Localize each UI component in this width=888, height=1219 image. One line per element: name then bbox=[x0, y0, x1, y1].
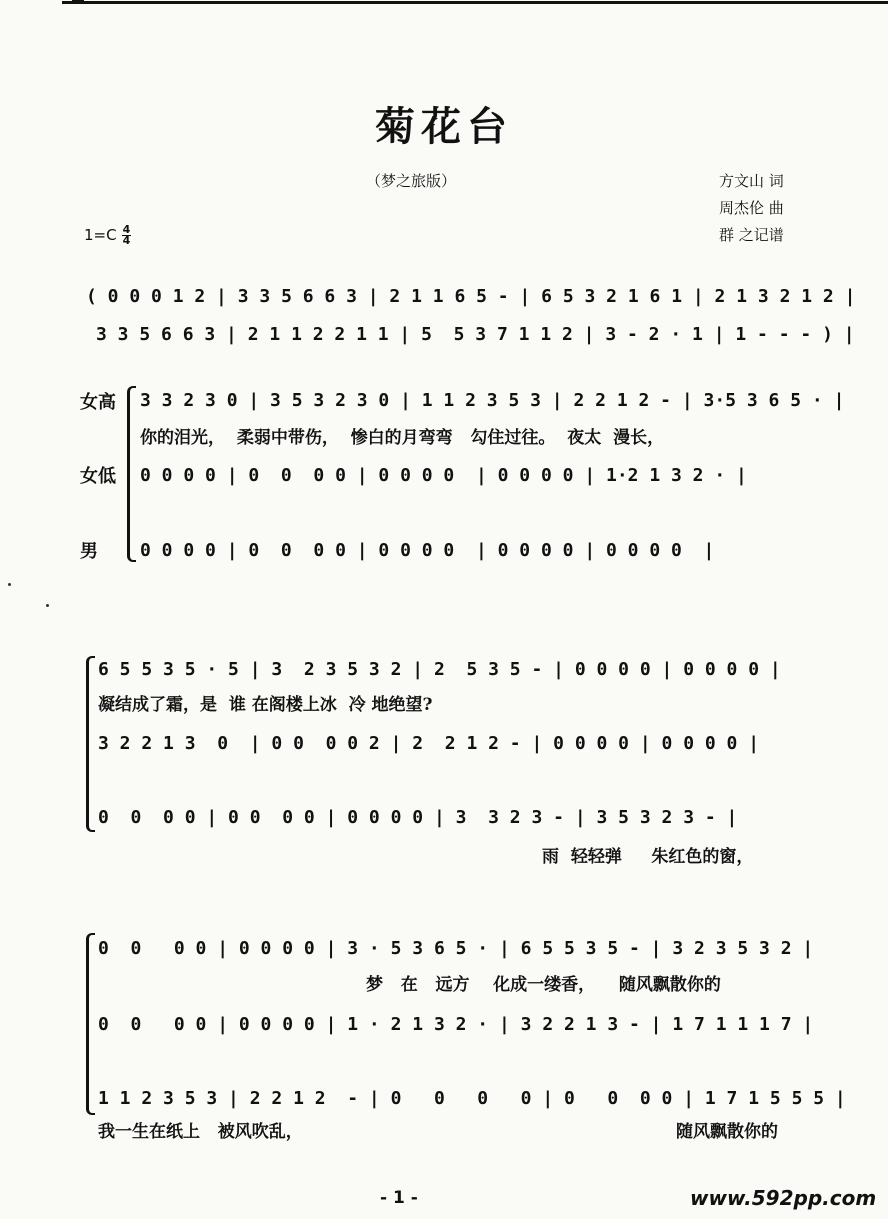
composer-credit: 周杰伦 曲 bbox=[719, 199, 784, 217]
label-alto: 女低 bbox=[80, 466, 116, 487]
system-1-brace bbox=[127, 386, 136, 562]
system-2-male-notes: 0 0 0 0 | 0 0 0 0 | 0 0 0 0 | 3 3 2 3 - | 3 5 3 2 3 - | bbox=[98, 807, 738, 828]
time-signature-denominator: 4 bbox=[122, 234, 131, 247]
system-3-soprano-lyrics: 梦 在 远方 化成一缕香， 随风飘散你的 bbox=[366, 975, 721, 995]
system-1-soprano-lyrics: 你的泪光， 柔弱中带伤， 惨白的月弯弯 勾住过往。 夜太 漫长， bbox=[140, 428, 665, 448]
label-male: 男 bbox=[80, 541, 98, 562]
song-title: 菊花台 bbox=[375, 104, 513, 150]
system-2-alto-notes: 3 2 2 1 3 0 | 0 0 0 0 2 | 2 2 1 2 - | 0 0 0 0 | 0 0 0 0 | bbox=[98, 733, 760, 754]
subtitle: （梦之旅版） bbox=[366, 172, 457, 190]
system-1-alto-notes: 0 0 0 0 | 0 0 0 0 | 0 0 0 0 | 0 0 0 0 | 1·2 1 3 2 · | bbox=[140, 465, 747, 486]
intro-line-1: ( 0 0 0 1 2 | 3 3 5 6 6 3 | 2 1 1 6 5 - | 6 5 3 2 1 6 1 | 2 1 3 2 1 2 | bbox=[86, 286, 856, 307]
page-number: - 1 - bbox=[380, 1188, 418, 1208]
time-signature-numerator: 4 bbox=[122, 223, 131, 236]
system-3-male-lyrics-right: 随风飘散你的 bbox=[676, 1122, 778, 1142]
system-2-brace bbox=[86, 656, 95, 832]
system-3-male-lyrics-left: 我一生在纸上 被风吹乱， bbox=[98, 1122, 303, 1142]
website-watermark: www.592pp.com bbox=[690, 1186, 877, 1210]
system-2-soprano-lyrics: 凝结成了霜，是 谁 在阁楼上冰 冷 地绝望? bbox=[98, 695, 433, 715]
time-signature bbox=[122, 225, 131, 246]
label-soprano: 女高 bbox=[80, 392, 116, 413]
key-signature: 1=C bbox=[84, 226, 117, 244]
system-2-soprano-notes: 6 5 5 3 5 · 5 | 3 2 3 5 3 2 | 2 5 3 5 - | 0 0 0 0 | 0 0 0 0 | bbox=[98, 659, 781, 680]
system-1-soprano-notes: 3 3 2 3 0 | 3 5 3 2 3 0 | 1 1 2 3 5 3 | 2 2 1 2 - | 3·5 3 6 5 · | bbox=[140, 390, 845, 411]
system-3-brace bbox=[86, 933, 95, 1115]
lyricist-credit: 方文山 词 bbox=[719, 172, 784, 190]
system-3-soprano-notes: 0 0 0 0 | 0 0 0 0 | 3 · 5 3 6 5 · | 6 5 5 3 5 - | 3 2 3 5 3 2 | bbox=[98, 938, 814, 959]
system-3-male-notes: 1 1 2 3 5 3 | 2 2 1 2 - | 0 0 0 0 | 0 0 0 0 | 1 7 1 5 5 5 | bbox=[98, 1088, 846, 1109]
system-2-male-lyrics: 雨 轻轻弹 朱红色的窗， bbox=[542, 847, 754, 867]
scan-speck bbox=[8, 583, 11, 586]
scan-speck bbox=[46, 604, 49, 607]
system-3-alto-notes: 0 0 0 0 | 0 0 0 0 | 1 · 2 1 3 2 · | 3 2 2 1 3 - | 1 7 1 1 1 7 | bbox=[98, 1014, 814, 1035]
top-rule bbox=[62, 1, 888, 4]
system-1-male-notes: 0 0 0 0 | 0 0 0 0 | 0 0 0 0 | 0 0 0 0 | 0 0 0 0 | bbox=[140, 540, 715, 561]
intro-line-2: 3 3 5 6 6 3 | 2 1 1 2 2 1 1 | 5 5 3 7 1 1 2 | 3 - 2 · 1 | 1 - - - ) | bbox=[96, 324, 855, 345]
transcriber-credit: 群 之记谱 bbox=[719, 226, 784, 244]
